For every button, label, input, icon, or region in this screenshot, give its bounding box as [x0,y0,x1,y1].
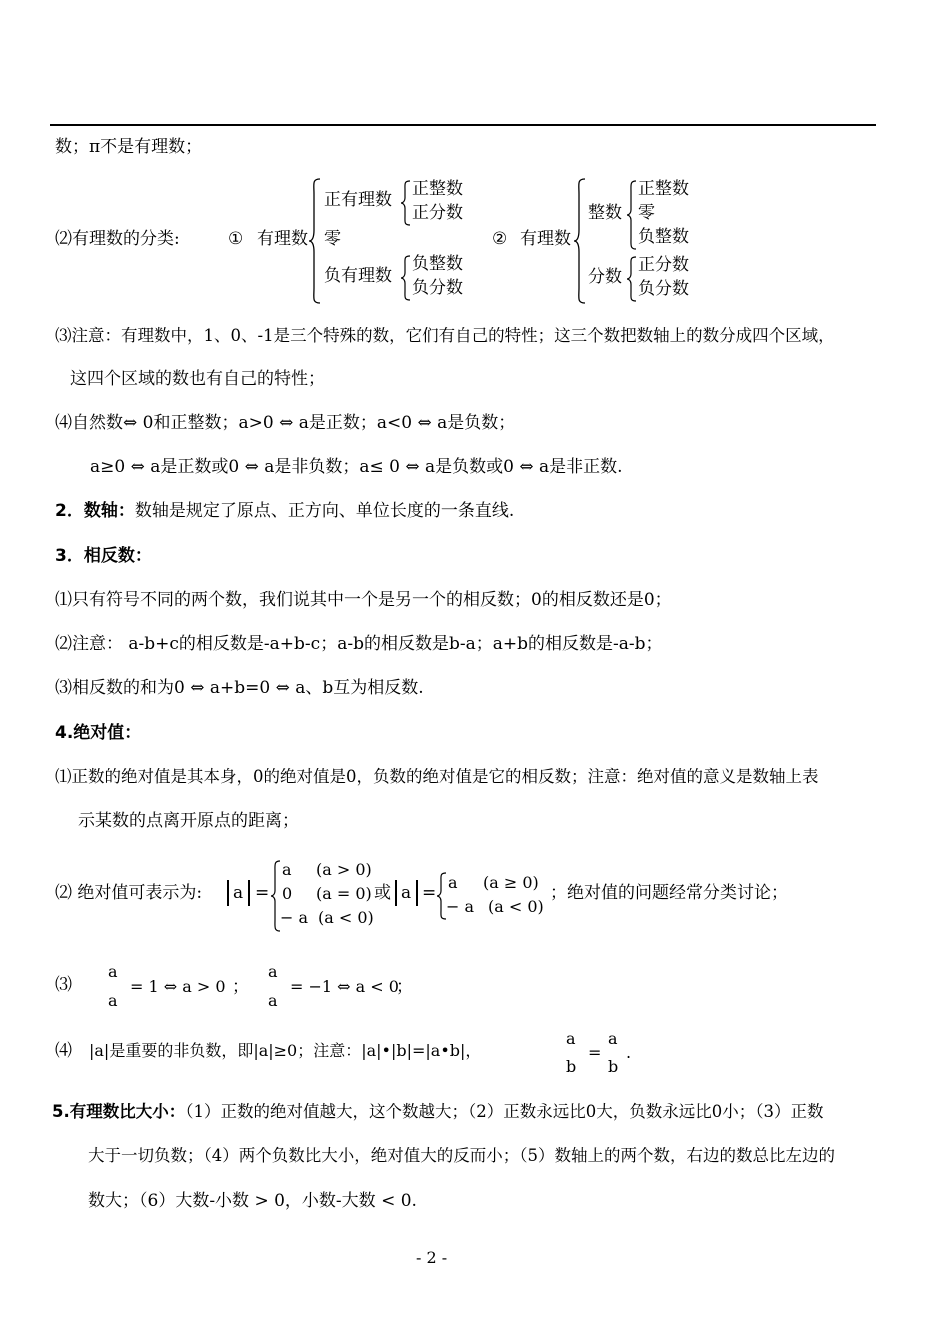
frac4-num-1: a [566,1029,576,1048]
frac-den-2: a [268,991,278,1010]
abs-label: ⑵ 绝对值可表示为: [55,883,203,903]
abs-bar-right-2 [416,880,418,906]
brace-icon [626,180,638,250]
item-3-label: ⑶ [55,975,72,995]
abs-bar-left [227,880,229,906]
frac-result-2: = −1 ⇔ a < 0 [290,977,399,996]
brace-icon [308,178,322,304]
section-2-body: 数轴是规定了原点、正方向、单位长度的一条直线. [134,501,515,521]
item-4-text: |a|是重要的非负数，即|a|≥0；注意：|a|•|b|=|a•b|， [89,1041,482,1060]
frac4-num-2: a [608,1029,618,1048]
section-4-item-1-line-2: 示某数的点离开原点的距离； [78,811,299,831]
note-4-line-1: ⑷自然数⇔ 0和正整数；a>0 ⇔ a是正数；a<0 ⇔ a是负数； [55,413,516,433]
case-1-cond-3: (a < 0) [318,908,374,927]
frac4-end: . [626,1043,632,1062]
integer-negative: 负整数 [638,227,689,247]
item-4-label: ⑷ [55,1041,72,1061]
frac4-den-1: b [566,1057,577,1076]
section-5-text-1: （1）正数的绝对值越大，这个数越大；（2）正数永远比0大，负数永远比0小；（3）正数 [185,1102,824,1121]
case-1-cond-2: (a = 0) [316,884,372,903]
case-1-cond-1: (a > 0) [316,860,372,879]
case-1-value-2: 0 [282,884,293,903]
intro-line: 数；π不是有理数； [55,137,203,157]
frac-result-1: = 1 ⇔ a > 0 [130,977,226,996]
positive-fraction: 正分数 [412,203,463,223]
frac4-eq: = [588,1043,602,1062]
fraction: 分数 [588,267,622,287]
section-2 [55,503,514,520]
negative-integer: 负整数 [412,254,463,274]
section-3-heading: 3．相反数： [55,546,152,566]
case-2-cond-1: (a ≥ 0) [483,873,539,892]
section-5-line-3: 数大；（6）大数-小数 > 0，小数-大数 < 0. [88,1191,417,1211]
page-number: - 2 - [416,1248,448,1267]
brace-icon [626,256,638,302]
or-word: 或 [374,883,391,903]
section-5-line-1 [52,1104,824,1121]
section-5-line-2: 大于一切负数；（4）两个负数比大小，绝对值大的反而小；（5）数轴上的两个数，右边的数总比左边的 [88,1146,835,1165]
abs-var-2: a [401,883,412,903]
abs-var: a [233,883,244,903]
note-3-line-1: ⑶注意：有理数中，1、0、-1是三个特殊的数，它们有自己的特性；这三个数把数轴上的数分成四个区域， [55,326,835,345]
brace-icon [573,178,587,304]
brace-icon [400,255,412,301]
method-2-marker: ② [492,229,508,249]
note-4-line-2: a≥0 ⇔ a是正数或0 ⇔ a是非负数；a≤ 0 ⇔ a是负数或0 ⇔ a是非正数. [90,457,623,477]
brace-icon [400,180,412,226]
integer-zero: 零 [638,203,655,223]
section-2-heading: 2．数轴： [55,501,135,521]
sep: ； [232,977,249,997]
case-2-cond-2: (a < 0) [488,897,544,916]
end: ； [396,977,413,997]
positive-rational: 正有理数 [324,190,392,210]
frac-num-2: a [268,962,278,981]
section-3-item-2: ⑵注意： a-b+c的相反数是-a+b-c；a-b的相反数是b-a；a+b的相反数是-a-b； [55,634,663,654]
case-2-value-1: a [448,873,458,892]
frac4-den-2: b [608,1057,619,1076]
header-rule [50,124,876,126]
section-4-item-1-line-1: ⑴正数的绝对值是其本身，0的绝对值是0，负数的绝对值是它的相反数；注意：绝对值的意义是数轴上表 [55,767,819,786]
abs-tail: ；绝对值的问题经常分类讨论； [550,883,788,903]
case-1-value-3: − a [280,908,309,927]
positive-integer: 正整数 [412,179,463,199]
section-4-heading: 4.绝对值： [55,723,142,743]
case-1-value-1: a [282,860,292,879]
abs-bar-left-2 [395,880,397,906]
case-2-value-2: − a [446,897,475,916]
negative-fraction: 负分数 [412,278,463,298]
fraction-negative: 负分数 [638,279,689,299]
abs-bar-right [248,880,250,906]
zero: 零 [324,229,341,249]
integer: 整数 [588,203,622,223]
negative-rational: 负有理数 [324,266,392,286]
classification-label: ⑵有理数的分类: [55,229,180,249]
fraction-positive: 正分数 [638,255,689,275]
integer-positive: 正整数 [638,179,689,199]
section-5-heading: 5.有理数比大小： [52,1102,186,1121]
method-2-root: 有理数 [520,229,571,249]
method-1-root: 有理数 [257,229,308,249]
note-3-line-2: 这四个区域的数也有自己的特性； [70,369,325,389]
frac-den: a [108,991,118,1010]
section-3-item-1: ⑴只有符号不同的两个数，我们说其中一个是另一个的相反数；0的相反数还是0； [55,590,672,610]
frac-num: a [108,962,118,981]
section-3-item-3: ⑶相反数的和为0 ⇔ a+b=0 ⇔ a、b互为相反数. [55,678,424,698]
abs-eq: = [255,883,270,903]
abs-eq-2: = [422,883,437,903]
method-1-marker: ① [228,229,244,249]
